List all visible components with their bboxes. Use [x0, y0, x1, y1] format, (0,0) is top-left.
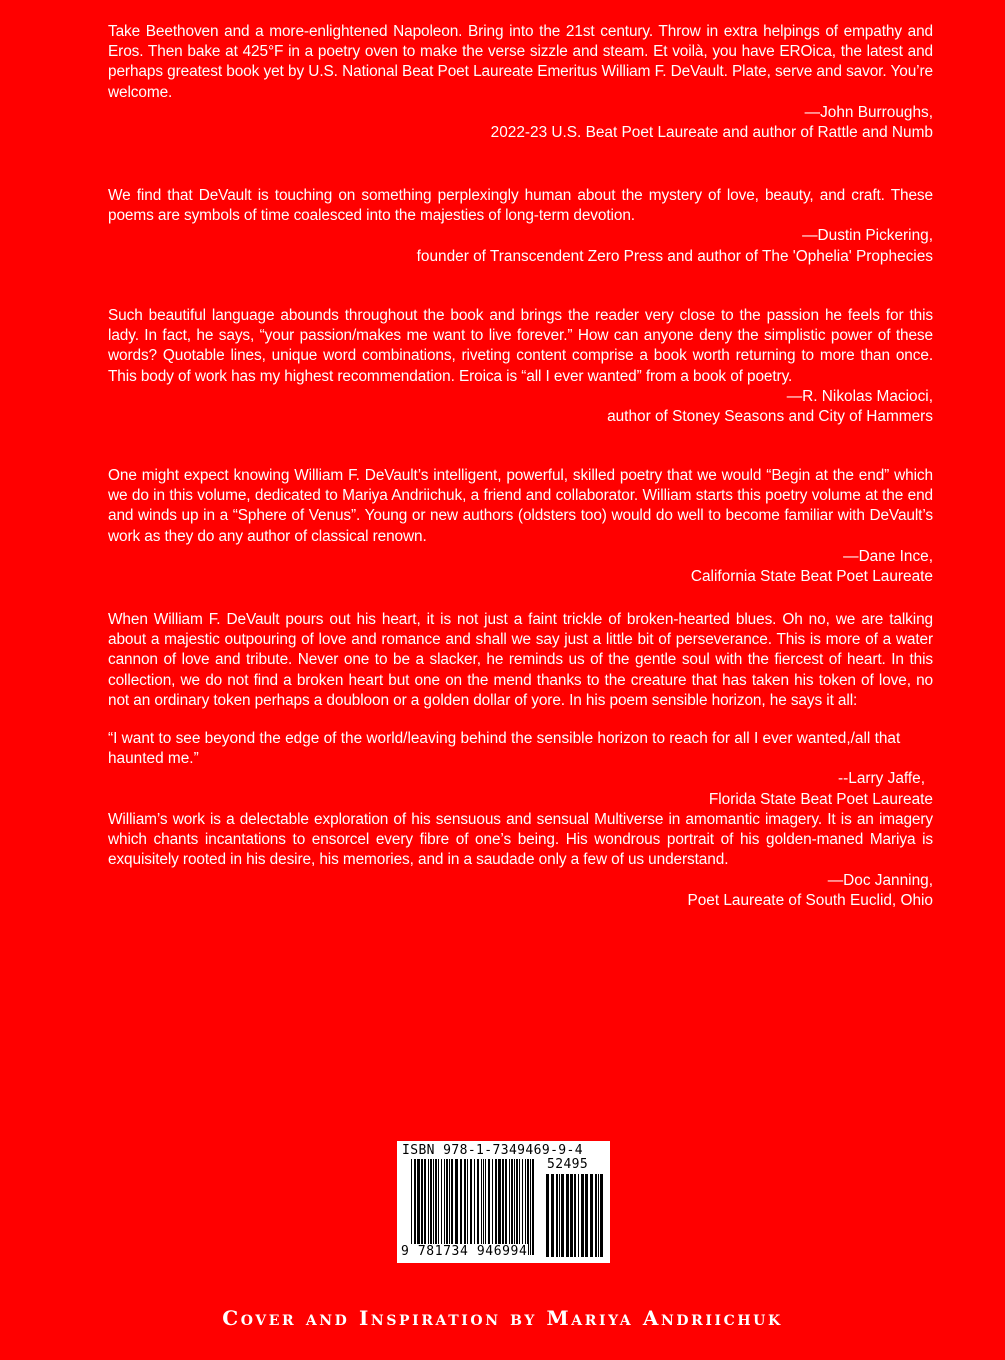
attribution-name: --Larry Jaffe, — [838, 770, 925, 788]
barcode-bar — [514, 1159, 515, 1255]
poem-quote: “I want to see beyond the edge of the world/leaving behind the sensible horizon to reach for all I ever wanted,/all that haunted me.” — [108, 730, 901, 768]
blurb-jaffe — [108, 610, 933, 810]
barcode-bar — [581, 1174, 584, 1257]
barcode-bar — [511, 1159, 513, 1255]
barcode-bar — [574, 1174, 576, 1257]
barcode-bar — [414, 1159, 416, 1255]
barcode-bar — [570, 1174, 573, 1257]
barcode-bar — [424, 1159, 426, 1255]
price-code: 52495 — [547, 1157, 589, 1172]
barcode-bar — [481, 1159, 482, 1255]
barcode-bar — [488, 1159, 490, 1255]
barcode-bar — [559, 1174, 560, 1257]
barcode-bar — [470, 1159, 472, 1255]
barcode-bar — [467, 1159, 468, 1255]
blurb-text: One might expect knowing William F. DeVault’s intelligent, powerful, skilled poetry that we would “Begin at the end” which we do in this volume, dedicated to Mariya Andriichuk, a friend and collaborator. William starts this poetry volume at the end and winds up in a “Sphere of Venus”. Young or new authors (oldsters too) would do well to become familiar with DeVault’s work as they do any author of classical renown. — [108, 467, 933, 545]
attribution-name: —R. Nikolas Macioci, — [786, 387, 933, 405]
blurb-ince — [108, 466, 933, 587]
barcode-bar — [435, 1159, 437, 1255]
barcode-bar — [578, 1174, 579, 1257]
barcode-bar — [421, 1159, 423, 1255]
barcode-bar — [485, 1159, 486, 1255]
blurb-pickering — [108, 186, 933, 267]
barcode-bar — [525, 1159, 526, 1255]
barcode-bar — [417, 1159, 420, 1255]
barcode-bar — [585, 1174, 588, 1257]
attribution-role: 2022-23 U.S. Beat Poet Laureate and author of Rattle and Numb — [490, 124, 933, 142]
isbn-barcode — [397, 1141, 610, 1263]
barcode-bar — [495, 1159, 497, 1255]
barcode-bar — [498, 1159, 501, 1255]
attribution-name: —Dustin Pickering, — [802, 227, 933, 245]
attribution-name: —Doc Janning, — [827, 871, 933, 889]
cover-credit: Cover and Inspiration by Mariya Andriichuk — [222, 1306, 783, 1330]
blurb-text: William’s work is a delectable exploration of his sensuous and sensual Multiverse in amomantic imagery. It is an imagery which chants incantations to ensorcel every fibre of one’s being. His wondrous portrait of his golden-maned Mariya is exquisitely rooted in his desire, his memories, and in a saudade only a few of us understand. — [108, 811, 933, 869]
barcode-bar — [464, 1159, 466, 1255]
blurb-text: When William F. DeVault pours out his heart, it is not just a faint trickle of broken-hearted blues. Oh no, we are talking about a majestic outpouring of love and romance and shall we say just a little bit of perseverance. This is more of a water cannon of love and tribute. Never one to be a slacker, he reminds us of the gentle soul with the fiercest of heart. In this collection, we do not find a broken heart but one on the mend thanks to the creature that has taken his token of love, no not an ordinary token perhaps a doubloon or a golden dollar of yore. In his poem sensible horizon, he says it all: — [108, 611, 933, 709]
barcode-bar — [530, 1159, 531, 1255]
barcode-bar — [444, 1159, 445, 1255]
barcode-bar — [546, 1174, 549, 1257]
ean-digits: 9 781734 946994 — [401, 1244, 528, 1259]
barcode-bar — [590, 1174, 593, 1257]
barcode-bar — [451, 1159, 453, 1255]
barcode-bar — [600, 1174, 603, 1257]
attribution-role: Poet Laureate of South Euclid, Ohio — [687, 891, 933, 909]
barcode-bar — [522, 1159, 523, 1255]
barcode-bar — [474, 1159, 475, 1255]
barcode-bar — [438, 1159, 439, 1255]
barcode-bar — [477, 1159, 479, 1255]
barcode-bar — [428, 1159, 429, 1255]
blurb-macioci — [108, 306, 933, 427]
barcode-bar — [455, 1159, 458, 1255]
isbn-label: ISBN 978-1-7349469-9-4 — [402, 1143, 583, 1158]
barcode-bar — [505, 1159, 507, 1255]
blurb-burroughs — [108, 22, 933, 143]
barcode-bar — [561, 1174, 564, 1257]
barcode-bar — [502, 1159, 504, 1255]
barcode-bar — [483, 1159, 484, 1255]
barcode-bar — [441, 1159, 442, 1255]
barcode-bars-main — [411, 1159, 537, 1255]
attribution-role: author of Stoney Seasons and City of Hammers — [607, 408, 933, 426]
barcode-bar — [598, 1174, 599, 1257]
attribution-role: Florida State Beat Poet Laureate — [708, 790, 933, 808]
barcode-bar — [519, 1159, 520, 1255]
blurb-text: Take Beethoven and a more-enlightened Napoleon. Bring into the 21st century. Throw in extra helpings of empathy and Eros. Then bake at 425°F in a poetry oven to make the verse sizzle and steam. Et voilà, you have EROica, the latest and perhaps greatest book yet by U.S. National Beat Poet Laureate Emeritus William F. DeVault. Plate, serve and savor. You’re welcome. — [108, 23, 933, 101]
attribution-name: —John Burroughs, — [804, 103, 933, 121]
barcode-bar — [411, 1159, 412, 1255]
blurb-janning — [108, 810, 933, 911]
blurb-text: Such beautiful language abounds throughout the book and brings the reader very close to the passion he feels for this lady. In fact, he says, “your passion/makes me want to live forever.” How can anyone deny the simplistic power of these words? Quotable lines, unique word combinations, riveting content comprise a book worth returning to more than once. This body of work has my highest recommendation. Eroica is “all I ever wanted” from a book of poetry. — [108, 307, 933, 385]
barcode-bar — [460, 1159, 462, 1255]
barcode-bar — [532, 1159, 534, 1255]
attribution-name: —Dane Ince, — [843, 547, 933, 565]
barcode-bar — [430, 1159, 432, 1255]
barcode-bar — [449, 1159, 450, 1255]
barcode-bar — [527, 1159, 529, 1255]
barcode-bars-addon — [546, 1174, 604, 1257]
barcode-bar — [595, 1174, 597, 1257]
attribution-role: California State Beat Poet Laureate — [690, 568, 933, 586]
blurb-text: We find that DeVault is touching on something perplexingly human about the mystery of love, beauty, and craft. These poems are symbols of time coalesced into the majesties of long-term devotion. — [108, 187, 933, 225]
barcode-bar — [566, 1174, 569, 1257]
barcode-bar — [556, 1174, 558, 1257]
attribution-role: founder of Transcendent Zero Press and author of The 'Ophelia' Prophecies — [416, 247, 933, 265]
barcode-bar — [516, 1159, 518, 1255]
barcode-bar — [509, 1159, 510, 1255]
barcode-bar — [446, 1159, 448, 1255]
barcode-bar — [492, 1159, 493, 1255]
barcode-bar — [433, 1159, 434, 1255]
barcode-bar — [551, 1174, 554, 1257]
